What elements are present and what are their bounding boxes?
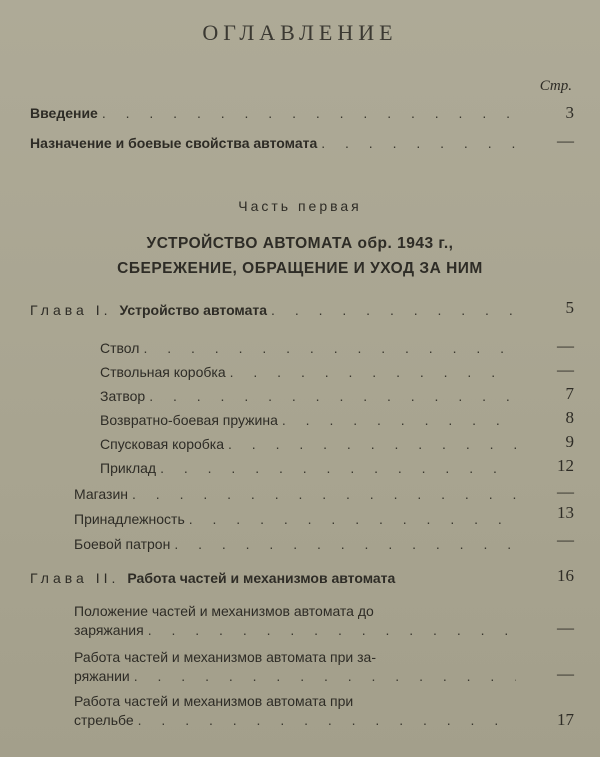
toc-item[interactable] (100, 340, 520, 356)
leader-dots (143, 340, 516, 356)
leader-dots (148, 622, 516, 638)
toc-item-label: Принадлежность (74, 511, 185, 527)
leader-dots (132, 486, 516, 502)
toc-item[interactable] (74, 668, 520, 684)
toc-page-number: 7 (565, 384, 574, 403)
toc-page-number: — (557, 618, 574, 637)
toc-page-number: 13 (557, 503, 574, 522)
toc-chapter-1[interactable] (30, 302, 520, 318)
toc-item-label: заряжания (74, 622, 144, 638)
toc-item[interactable] (100, 388, 520, 404)
toc-item-label: Спусковая коробка (100, 436, 225, 452)
leader-dots (134, 668, 516, 684)
toc-item-label: ряжании (74, 668, 130, 684)
toc-item-label: стрельбе (74, 712, 134, 728)
chapter-title: Работа частей и механизмов автомата (127, 570, 396, 586)
toc-chapter-2[interactable] (30, 570, 520, 586)
toc-entry-label: Введение (30, 105, 98, 121)
leader-dots (138, 712, 516, 728)
chapter-title: Устройство автомата (119, 302, 268, 318)
toc-entry-label: Назначение и боевые свойства автомата (30, 135, 318, 151)
toc-page-number: 5 (565, 298, 574, 317)
page-column-label: Стр. (539, 78, 572, 94)
leader-dots (149, 388, 516, 404)
toc-entry-intro[interactable] (30, 105, 520, 121)
chapter-prefix: Глава II. (30, 570, 120, 586)
leader-dots (160, 460, 516, 476)
toc-entry-purpose[interactable] (30, 135, 520, 151)
part-heading-line-1: УСТРОЙСТВО АВТОМАТА обр. 1943 г., (146, 235, 454, 252)
toc-item-line-1: Работа частей и механизмов автомата при (74, 693, 354, 709)
part-heading-line-2: СБЕРЕЖЕНИЕ, ОБРАЩЕНИЕ И УХОД ЗА НИМ (117, 260, 483, 277)
toc-item-label: Приклад (100, 460, 157, 476)
toc-item-label: Возвратно-боевая пружина (100, 412, 278, 428)
toc-item[interactable] (74, 536, 520, 552)
toc-page-number: 17 (557, 710, 574, 729)
toc-item-line-1: Работа частей и механизмов автомата при за- (74, 649, 377, 665)
leader-dots (102, 105, 516, 121)
toc-page-number: — (557, 336, 574, 355)
toc-item-label: Ствольная коробка (100, 364, 226, 380)
toc-item-label: Ствол (100, 340, 140, 356)
toc-page-number: — (557, 664, 574, 683)
toc-item-label: Боевой патрон (74, 536, 171, 552)
toc-item[interactable] (74, 622, 520, 638)
toc-page-number: — (557, 360, 574, 379)
toc-page-number: — (557, 131, 574, 150)
leader-dots (228, 436, 516, 452)
page-title: ОГЛАВЛЕНИЕ (202, 20, 398, 45)
toc-page-number: 16 (557, 566, 574, 585)
toc-page-number: 3 (565, 103, 574, 122)
leader-dots (174, 536, 516, 552)
toc-item-line-1: Положение частей и механизмов автомата до (74, 603, 374, 619)
toc-page-number: 8 (565, 408, 574, 427)
toc-item[interactable] (74, 712, 520, 728)
toc-item[interactable] (100, 436, 520, 452)
leader-dots (321, 135, 516, 151)
toc-page-number: 12 (557, 456, 574, 475)
chapter-prefix: Глава I. (30, 302, 112, 318)
part-label: Часть первая (238, 198, 362, 214)
toc-page-number: 9 (565, 432, 574, 451)
toc-item[interactable] (100, 364, 520, 380)
toc-item[interactable] (100, 460, 520, 476)
toc-item-label: Магазин (74, 486, 129, 502)
leader-dots (271, 302, 516, 318)
toc-item[interactable] (74, 511, 520, 527)
leader-dots (282, 412, 516, 428)
toc-item[interactable] (100, 412, 520, 428)
toc-page-number: — (557, 482, 574, 501)
leader-dots (189, 511, 516, 527)
toc-item-label: Затвор (100, 388, 146, 404)
toc-item[interactable] (74, 486, 520, 502)
toc-page-number: — (557, 530, 574, 549)
leader-dots (230, 364, 516, 380)
